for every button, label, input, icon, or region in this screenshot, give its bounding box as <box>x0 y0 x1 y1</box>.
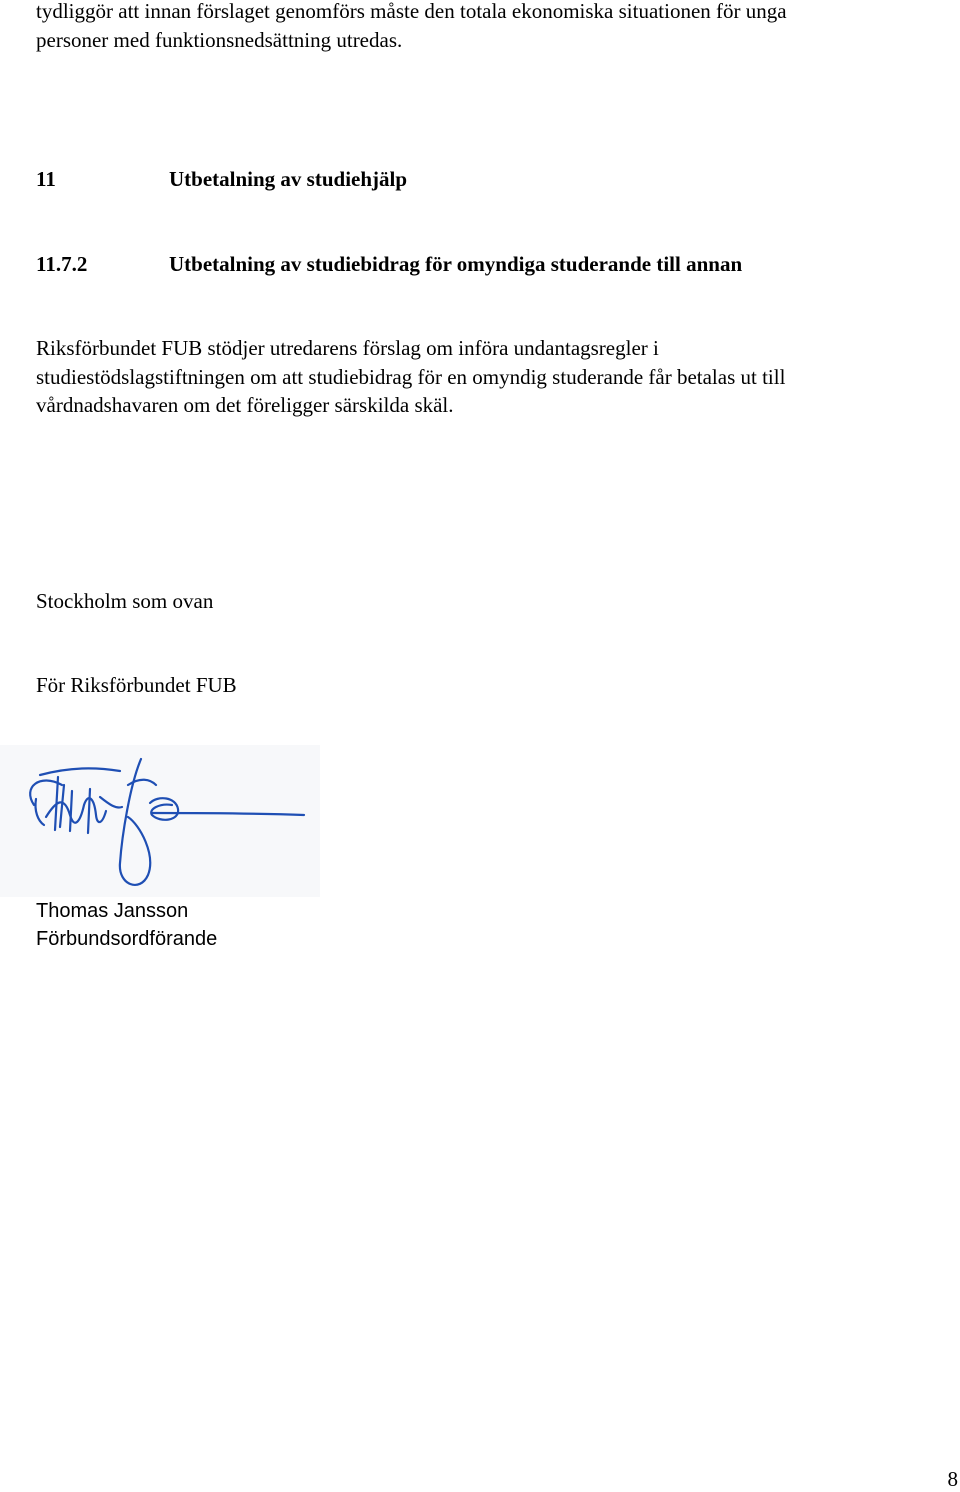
intro-line-1: tydliggör att innan förslaget genomförs måste den totala ekonomiska situationen för unga <box>36 0 787 23</box>
body-line-3: vårdnadshavaren om det föreligger särskilda skäl. <box>36 393 454 417</box>
signatory-role: Förbundsordförande <box>36 928 218 950</box>
section-number: 11 <box>36 167 56 191</box>
page-number: 8 <box>947 1467 958 1491</box>
subsection-number: 11.7.2 <box>36 252 88 276</box>
closing-on-behalf: För Riksförbundet FUB <box>36 673 237 697</box>
signature-drawing <box>0 745 320 897</box>
closing-place: Stockholm som ovan <box>36 589 214 613</box>
signatory-name: Thomas Jansson <box>36 900 189 922</box>
handwritten-signature <box>0 745 320 897</box>
body-line-1: Riksförbundet FUB stödjer utredarens förslag om införa undantagsregler i <box>36 336 659 360</box>
section-title: Utbetalning av studiehjälp <box>169 167 408 191</box>
subsection-title: Utbetalning av studiebidrag för omyndiga studerande till annan <box>169 252 743 276</box>
intro-line-2: personer med funktionsnedsättning utredas. <box>36 28 403 52</box>
body-line-2: studiestödslagstiftningen om att studiebidrag för en omyndig studerande får betalas ut till <box>36 365 786 389</box>
